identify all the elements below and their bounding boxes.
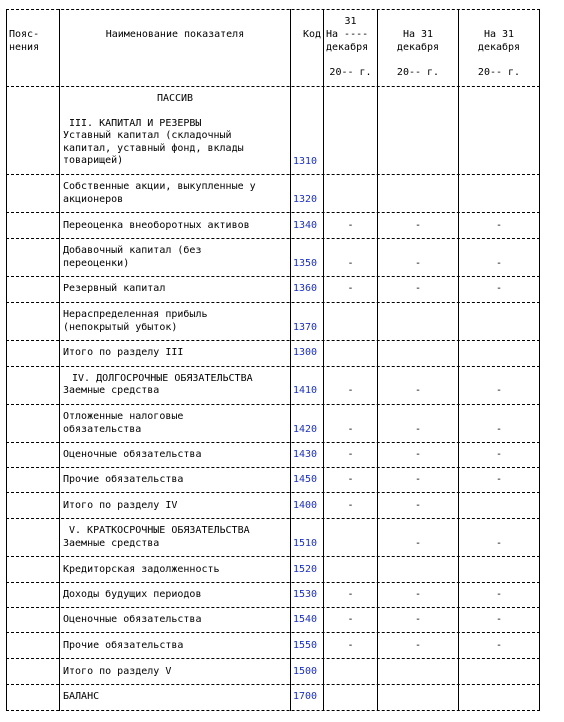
row-code-link[interactable]: 1410 (293, 385, 318, 396)
row-value-date2: - (414, 449, 422, 460)
row-name: Нераспределенная прибыль (непокрытый убыток) (63, 309, 208, 333)
row-value-date1: - (347, 640, 354, 651)
row-value-date1: - (347, 385, 354, 396)
row-name: Уставный капитал (складочный капитал, уставный фонд, вклады товарищей) (63, 130, 244, 166)
header-indicator-name: Наименование показателя (105, 29, 245, 40)
header-date1-day: 31 (344, 16, 357, 27)
row-value-date3: - (495, 449, 503, 460)
row-code-link[interactable]: 1540 (293, 614, 318, 625)
row-code-link[interactable]: 1400 (293, 500, 318, 511)
row-code-link[interactable]: 1530 (293, 589, 318, 600)
row-value-date3: - (495, 640, 503, 651)
table-border-left (6, 9, 7, 711)
row-divider (6, 518, 540, 519)
row-name: Резервный капитал (63, 283, 166, 294)
row-name: Добавочный капитал (без переоценки) (63, 245, 202, 269)
row-divider (6, 366, 540, 367)
row-value-date2: - (414, 258, 422, 269)
row-value-date2: - (414, 283, 422, 294)
row-name: Заемные средства (63, 385, 160, 396)
column-divider (377, 9, 378, 711)
header-code: Код (302, 29, 321, 40)
row-value-date2: - (414, 385, 422, 396)
header-date1: На ---- декабря (326, 29, 369, 53)
row-name: Итого по разделу IV (63, 500, 178, 511)
row-divider (6, 86, 540, 87)
row-divider (6, 658, 540, 659)
row-value-date3: - (495, 258, 503, 269)
row-name: Кредиторская задолженность (63, 564, 220, 575)
row-value-date1: - (347, 258, 354, 269)
row-divider (6, 582, 540, 583)
row-value-date1: - (347, 449, 354, 460)
column-divider (290, 9, 291, 711)
row-divider (6, 556, 540, 557)
row-divider (6, 302, 540, 303)
row-code-link[interactable]: 1550 (293, 640, 318, 651)
table-border-right (539, 9, 540, 711)
row-divider (6, 238, 540, 239)
row-divider (6, 684, 540, 685)
header-year1: 20-- г. (329, 67, 372, 78)
row-code-link[interactable]: 1360 (293, 283, 318, 294)
row-code-link[interactable]: 1310 (293, 156, 318, 167)
row-divider (6, 467, 540, 468)
row-divider (6, 607, 540, 608)
header-year2: 20-- г. (396, 67, 440, 78)
row-name: Доходы будущих периодов (63, 589, 202, 600)
row-value-date1: - (347, 283, 354, 294)
section-title-shortterm: V. КРАТКОСРОЧНЫЕ ОБЯЗАТЕЛЬСТВА (69, 525, 250, 536)
row-name: Итого по разделу III (63, 347, 184, 358)
column-divider (59, 9, 60, 711)
row-value-date1: - (347, 500, 354, 511)
column-divider (458, 9, 459, 711)
row-code-link[interactable]: 1320 (293, 194, 318, 205)
row-divider (6, 174, 540, 175)
row-value-date2: - (414, 538, 422, 549)
header-year3: 20-- г. (477, 67, 521, 78)
row-code-link[interactable]: 1350 (293, 258, 318, 269)
row-code-link[interactable]: 1420 (293, 424, 318, 435)
row-code-link[interactable]: 1450 (293, 474, 318, 485)
row-value-date3: - (495, 589, 503, 600)
row-value-date1: - (347, 589, 354, 600)
row-value-date1: - (347, 474, 354, 485)
header-date2: На 31 декабря (396, 29, 440, 53)
row-name: Прочие обязательства (63, 474, 184, 485)
row-value-date3: - (495, 538, 503, 549)
table-border-bottom (6, 710, 540, 711)
section-title-passive: ПАССИВ (156, 93, 194, 104)
row-name: Итого по разделу V (63, 666, 172, 677)
row-value-date2: - (414, 220, 422, 231)
header-notes: Пояс- нения (9, 29, 40, 53)
row-value-date2: - (414, 500, 422, 511)
section-title-capital: III. КАПИТАЛ И РЕЗЕРВЫ (69, 118, 202, 129)
row-value-date3: - (495, 474, 503, 485)
row-name: Собственные акции, выкупленные у акционеров (63, 181, 256, 205)
row-name: Заемные средства (63, 538, 160, 549)
row-divider (6, 212, 540, 213)
row-code-link[interactable]: 1700 (293, 691, 318, 702)
column-divider (323, 9, 324, 711)
row-value-date1: - (347, 220, 354, 231)
row-value-date2: - (414, 589, 422, 600)
row-value-date3: - (495, 614, 503, 625)
row-name: Оценочные обязательства (63, 614, 202, 625)
row-value-date3: - (495, 424, 503, 435)
row-value-date3: - (495, 220, 503, 231)
row-divider (6, 340, 540, 341)
row-code-link[interactable]: 1340 (293, 220, 318, 231)
row-value-date2: - (414, 614, 422, 625)
row-value-date3: - (495, 385, 503, 396)
row-name: Оценочные обязательства (63, 449, 202, 460)
row-code-link[interactable]: 1500 (293, 666, 318, 677)
row-code-link[interactable]: 1520 (293, 564, 318, 575)
row-divider (6, 492, 540, 493)
header-date3: На 31 декабря (477, 29, 521, 53)
row-value-date1: - (347, 614, 354, 625)
row-value-date2: - (414, 640, 422, 651)
row-value-date2: - (414, 474, 422, 485)
row-name: Отложенные налоговые обязательства (63, 411, 184, 435)
row-value-date2: - (414, 424, 422, 435)
row-value-date3: - (495, 283, 503, 294)
section-title-longterm: IV. ДОЛГОСРОЧНЫЕ ОБЯЗАТЕЛЬСТВА (72, 373, 253, 384)
row-name: Переоценка внеоборотных активов (63, 220, 250, 231)
row-divider (6, 276, 540, 277)
table-border-top (6, 9, 540, 10)
row-name: Прочие обязательства (63, 640, 184, 651)
row-code-link[interactable]: 1430 (293, 449, 318, 460)
row-code-link[interactable]: 1300 (293, 347, 318, 358)
row-divider (6, 404, 540, 405)
row-divider (6, 442, 540, 443)
row-divider (6, 632, 540, 633)
row-value-date1: - (347, 424, 354, 435)
row-code-link[interactable]: 1370 (293, 322, 318, 333)
row-code-link[interactable]: 1510 (293, 538, 318, 549)
row-name: БАЛАНС (63, 691, 100, 702)
